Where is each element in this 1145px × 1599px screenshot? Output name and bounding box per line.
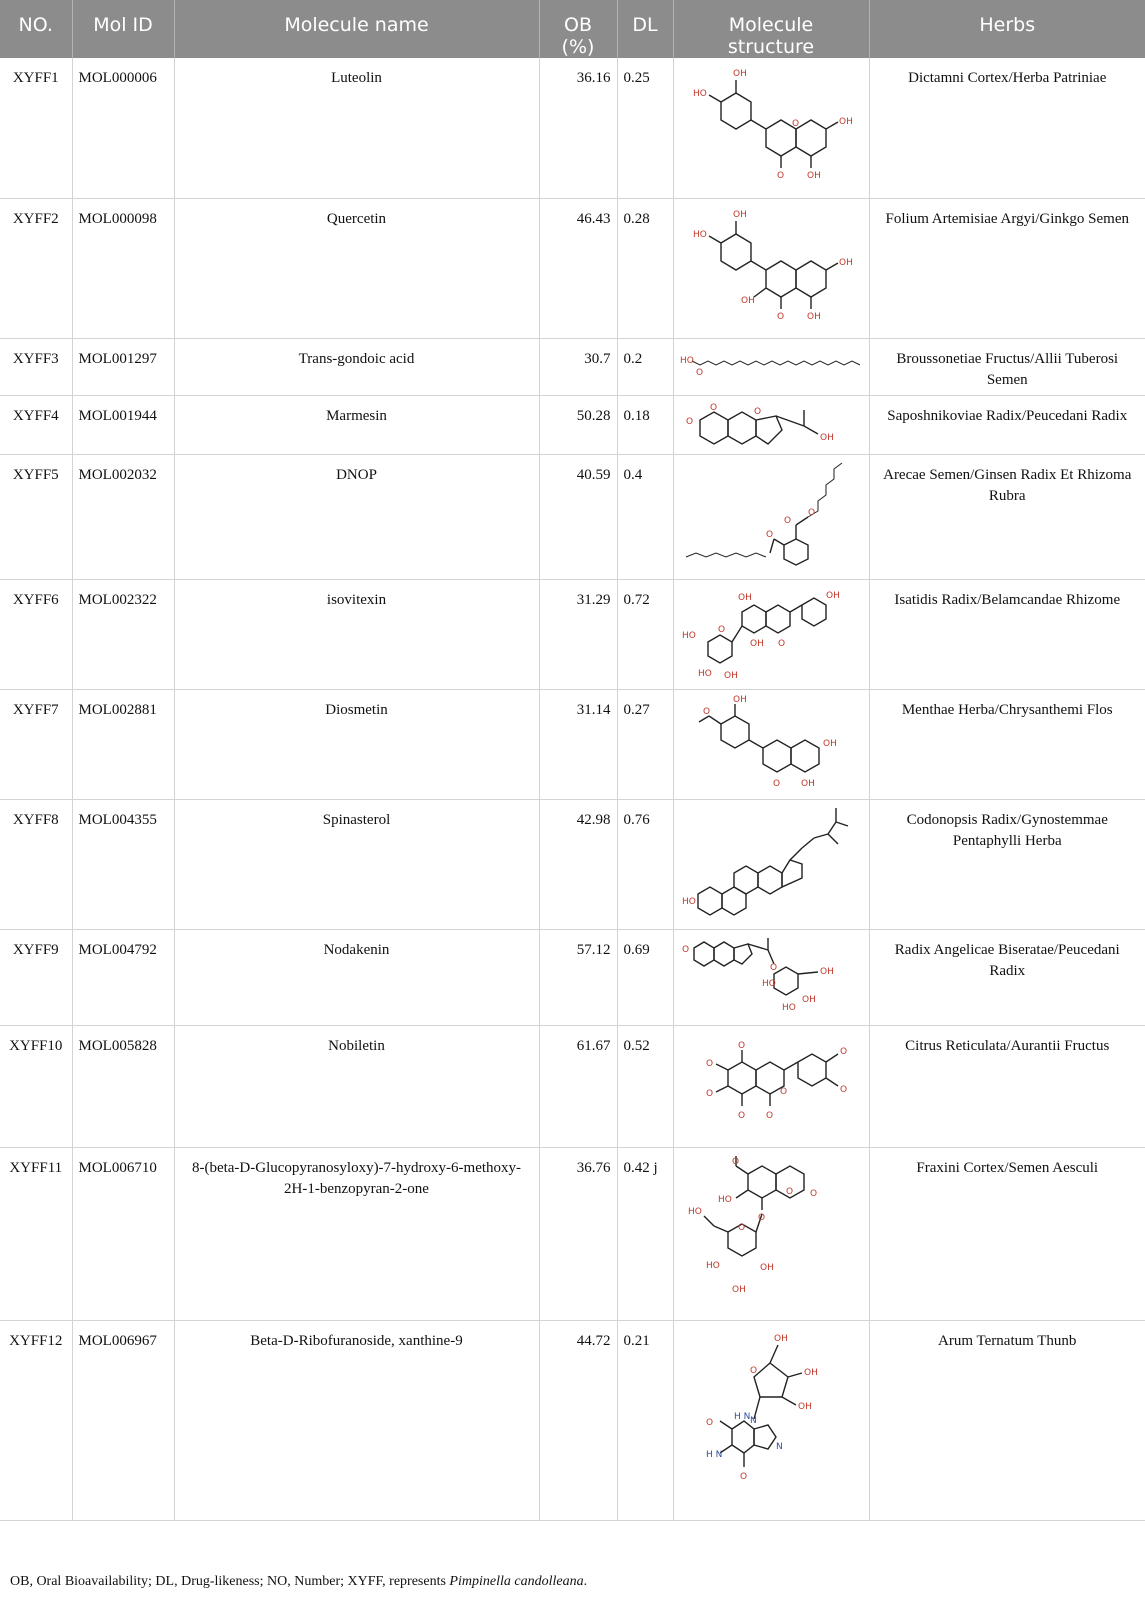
svg-text:HO: HO bbox=[693, 89, 707, 99]
dnop-structure bbox=[678, 459, 864, 575]
cell-mol-id: MOL006710 bbox=[72, 1147, 174, 1320]
svg-text:O: O bbox=[706, 1088, 714, 1099]
footnote-text: OB, Oral Bioavailability; DL, Drug-likeness; NO, Number; XYFF, represents bbox=[10, 1574, 450, 1589]
svg-text:HO: HO bbox=[718, 1194, 732, 1205]
svg-text:O: O bbox=[773, 778, 781, 789]
cell-ob: 61.67 bbox=[539, 1025, 617, 1147]
cell-no: XYFF1 bbox=[0, 58, 72, 198]
table-row bbox=[0, 58, 1145, 198]
cell-dl: 0.42 j bbox=[617, 1147, 673, 1320]
svg-text:O: O bbox=[777, 311, 785, 322]
isovitexin-structure bbox=[678, 584, 864, 684]
cell-structure bbox=[673, 395, 869, 454]
ribofuranoside-xanthine-structure bbox=[678, 1325, 864, 1515]
svg-text:OH: OH bbox=[738, 592, 752, 603]
svg-text:OH: OH bbox=[802, 994, 816, 1005]
cell-herbs: Fraxini Cortex/Semen Aesculi bbox=[869, 1147, 1145, 1320]
cell-structure bbox=[673, 929, 869, 1025]
svg-text:O: O bbox=[754, 406, 762, 417]
svg-text:HO: HO bbox=[688, 1206, 702, 1217]
cell-mol-id: MOL006967 bbox=[72, 1320, 174, 1520]
svg-text:O: O bbox=[740, 1471, 748, 1482]
table-footnote bbox=[10, 1574, 587, 1590]
svg-text:O: O bbox=[792, 119, 800, 129]
svg-text:O: O bbox=[706, 1058, 714, 1069]
svg-text:O: O bbox=[710, 402, 718, 413]
cell-structure bbox=[673, 579, 869, 689]
nobiletin-structure bbox=[678, 1030, 864, 1142]
cell-dl: 0.69 bbox=[617, 929, 673, 1025]
cell-ob: 31.14 bbox=[539, 689, 617, 799]
svg-text:H N: H N bbox=[706, 1449, 723, 1460]
cell-name: isovitexin bbox=[174, 579, 539, 689]
svg-text:O: O bbox=[696, 367, 704, 378]
cell-dl: 0.21 bbox=[617, 1320, 673, 1520]
svg-text:N: N bbox=[776, 1441, 783, 1452]
svg-text:OH: OH bbox=[804, 1367, 818, 1378]
cell-no: XYFF2 bbox=[0, 198, 72, 338]
svg-text:O: O bbox=[686, 416, 694, 427]
table-row bbox=[0, 1320, 1145, 1520]
cell-herbs: Citrus Reticulata/Aurantii Fructus bbox=[869, 1025, 1145, 1147]
cell-structure bbox=[673, 799, 869, 929]
cell-dl: 0.2 bbox=[617, 338, 673, 395]
footnote-species: Pimpinella candolleana bbox=[449, 1574, 584, 1589]
cell-structure bbox=[673, 58, 869, 198]
svg-text:O: O bbox=[766, 529, 774, 540]
header-structure-label: Molecule structure bbox=[727, 14, 815, 58]
cell-name: Nodakenin bbox=[174, 929, 539, 1025]
cell-dl: 0.28 bbox=[617, 198, 673, 338]
table-row bbox=[0, 1025, 1145, 1147]
svg-text:O: O bbox=[758, 1212, 766, 1223]
svg-text:O: O bbox=[784, 515, 792, 526]
cell-ob: 36.76 bbox=[539, 1147, 617, 1320]
header-herbs: Herbs bbox=[869, 0, 1145, 58]
cell-herbs: Codonopsis Radix/Gynostemmae Pentaphylli Herba bbox=[869, 799, 1145, 929]
cell-herbs: Isatidis Radix/Belamcandae Rhizome bbox=[869, 579, 1145, 689]
cell-dl: 0.4 bbox=[617, 454, 673, 579]
cell-dl: 0.76 bbox=[617, 799, 673, 929]
table-row bbox=[0, 198, 1145, 338]
cell-herbs: Saposhnikoviae Radix/Peucedani Radix bbox=[869, 395, 1145, 454]
header-dl: DL bbox=[617, 0, 673, 58]
header-ob-label: OB (%) bbox=[561, 14, 595, 58]
cell-no: XYFF9 bbox=[0, 929, 72, 1025]
cell-dl: 0.18 bbox=[617, 395, 673, 454]
table-row bbox=[0, 689, 1145, 799]
header-mol-id: Mol ID bbox=[72, 0, 174, 58]
cell-structure bbox=[673, 1147, 869, 1320]
cell-ob: 36.16 bbox=[539, 58, 617, 198]
svg-text:O: O bbox=[780, 1086, 788, 1097]
svg-text:OH: OH bbox=[807, 171, 821, 181]
svg-text:HO: HO bbox=[698, 668, 712, 679]
glucopyranosyloxy-coumarin-structure bbox=[678, 1152, 864, 1314]
svg-text:N: N bbox=[750, 1415, 757, 1426]
svg-text:HO: HO bbox=[693, 229, 707, 240]
svg-text:O: O bbox=[778, 638, 786, 649]
table-row bbox=[0, 454, 1145, 579]
svg-text:HO: HO bbox=[682, 896, 696, 907]
svg-text:HO: HO bbox=[680, 355, 694, 366]
cell-dl: 0.25 bbox=[617, 58, 673, 198]
svg-text:O: O bbox=[770, 962, 778, 973]
svg-text:HO: HO bbox=[706, 1260, 720, 1271]
cell-mol-id: MOL004792 bbox=[72, 929, 174, 1025]
cell-ob: 57.12 bbox=[539, 929, 617, 1025]
cell-mol-id: MOL001297 bbox=[72, 338, 174, 395]
svg-text:O: O bbox=[738, 1110, 746, 1121]
svg-text:OH: OH bbox=[774, 1333, 788, 1344]
cell-no: XYFF4 bbox=[0, 395, 72, 454]
svg-text:HO: HO bbox=[782, 1002, 796, 1013]
svg-text:H N: H N bbox=[734, 1411, 751, 1422]
cell-herbs: Arecae Semen/Ginsen Radix Et Rhizoma Rubra bbox=[869, 454, 1145, 579]
header-ob bbox=[539, 0, 617, 58]
svg-text:O: O bbox=[706, 1417, 714, 1428]
cell-name: DNOP bbox=[174, 454, 539, 579]
svg-text:OH: OH bbox=[826, 590, 840, 601]
svg-text:O: O bbox=[682, 944, 690, 955]
table-row bbox=[0, 1147, 1145, 1320]
table-row bbox=[0, 799, 1145, 929]
table-row bbox=[0, 579, 1145, 689]
cell-herbs: Broussonetiae Fructus/Allii Tuberosi Semen bbox=[869, 338, 1145, 395]
cell-no: XYFF12 bbox=[0, 1320, 72, 1520]
svg-text:OH: OH bbox=[733, 69, 747, 79]
svg-text:OH: OH bbox=[798, 1401, 812, 1412]
svg-text:OH: OH bbox=[823, 738, 837, 749]
gondoic-acid-structure bbox=[678, 343, 864, 379]
cell-name: 8-(beta-D-Glucopyranosyloxy)-7-hydroxy-6-methoxy-2H-1-benzopyran-2-one bbox=[174, 1147, 539, 1320]
cell-name: Beta-D-Ribofuranoside, xanthine-9 bbox=[174, 1320, 539, 1520]
svg-text:OH: OH bbox=[839, 117, 853, 127]
cell-herbs: Folium Artemisiae Argyi/Ginkgo Semen bbox=[869, 198, 1145, 338]
svg-text:OH: OH bbox=[820, 432, 834, 443]
quercetin-structure bbox=[681, 203, 861, 331]
cell-name: Marmesin bbox=[174, 395, 539, 454]
cell-structure bbox=[673, 198, 869, 338]
cell-name: Spinasterol bbox=[174, 799, 539, 929]
diosmetin-structure bbox=[681, 694, 861, 794]
cell-structure bbox=[673, 454, 869, 579]
cell-herbs: Menthae Herba/Chrysanthemi Flos bbox=[869, 689, 1145, 799]
nodakenin-structure bbox=[678, 934, 864, 1020]
cell-structure bbox=[673, 1320, 869, 1520]
svg-text:O: O bbox=[718, 624, 726, 635]
cell-herbs: Radix Angelicae Biseratae/Peucedani Radix bbox=[869, 929, 1145, 1025]
svg-text:O: O bbox=[808, 507, 816, 518]
cell-dl: 0.72 bbox=[617, 579, 673, 689]
table-row bbox=[0, 338, 1145, 395]
cell-ob: 42.98 bbox=[539, 799, 617, 929]
cell-ob: 31.29 bbox=[539, 579, 617, 689]
cell-structure bbox=[673, 338, 869, 395]
spinasterol-structure bbox=[678, 804, 864, 924]
svg-text:HO: HO bbox=[762, 978, 776, 989]
cell-structure bbox=[673, 689, 869, 799]
svg-text:OH: OH bbox=[801, 778, 815, 789]
cell-mol-id: MOL002322 bbox=[72, 579, 174, 689]
svg-text:OH: OH bbox=[733, 209, 747, 220]
cell-dl: 0.27 bbox=[617, 689, 673, 799]
footnote-end: . bbox=[583, 1574, 588, 1589]
svg-text:OH: OH bbox=[724, 670, 738, 681]
cell-mol-id: MOL004355 bbox=[72, 799, 174, 929]
cell-no: XYFF7 bbox=[0, 689, 72, 799]
cell-mol-id: MOL005828 bbox=[72, 1025, 174, 1147]
cell-mol-id: MOL002032 bbox=[72, 454, 174, 579]
svg-text:OH: OH bbox=[839, 257, 853, 268]
cell-name: Luteolin bbox=[174, 58, 539, 198]
cell-name: Trans-gondoic acid bbox=[174, 338, 539, 395]
cell-ob: 46.43 bbox=[539, 198, 617, 338]
cell-mol-id: MOL001944 bbox=[72, 395, 174, 454]
svg-text:O: O bbox=[738, 1040, 746, 1051]
cell-dl: 0.52 bbox=[617, 1025, 673, 1147]
cell-mol-id: MOL002881 bbox=[72, 689, 174, 799]
svg-text:OH: OH bbox=[741, 295, 755, 306]
svg-text:OH: OH bbox=[733, 694, 747, 705]
cell-name: Diosmetin bbox=[174, 689, 539, 799]
svg-text:OH: OH bbox=[820, 966, 834, 977]
cell-no: XYFF3 bbox=[0, 338, 72, 395]
svg-text:O: O bbox=[703, 706, 711, 717]
svg-text:O: O bbox=[738, 1222, 746, 1233]
svg-text:O: O bbox=[732, 1156, 740, 1167]
cell-no: XYFF11 bbox=[0, 1147, 72, 1320]
svg-text:HO: HO bbox=[682, 630, 696, 641]
cell-mol-id: MOL000098 bbox=[72, 198, 174, 338]
svg-text:OH: OH bbox=[807, 311, 821, 322]
header-molecule-structure bbox=[673, 0, 869, 58]
svg-text:O: O bbox=[750, 1365, 758, 1376]
svg-text:O: O bbox=[840, 1084, 848, 1095]
cell-ob: 44.72 bbox=[539, 1320, 617, 1520]
cell-ob: 40.59 bbox=[539, 454, 617, 579]
cell-no: XYFF5 bbox=[0, 454, 72, 579]
header-molecule-name: Molecule name bbox=[174, 0, 539, 58]
luteolin-structure bbox=[681, 62, 861, 190]
marmesin-structure bbox=[678, 400, 864, 452]
cell-name: Quercetin bbox=[174, 198, 539, 338]
svg-text:O: O bbox=[786, 1186, 794, 1197]
svg-text:O: O bbox=[810, 1188, 818, 1199]
svg-text:O: O bbox=[777, 171, 785, 181]
svg-text:OH: OH bbox=[750, 638, 764, 649]
table-row bbox=[0, 395, 1145, 454]
cell-ob: 30.7 bbox=[539, 338, 617, 395]
svg-text:O: O bbox=[766, 1110, 774, 1121]
svg-text:OH: OH bbox=[760, 1262, 774, 1273]
cell-no: XYFF8 bbox=[0, 799, 72, 929]
header-row bbox=[0, 0, 1145, 58]
cell-ob: 50.28 bbox=[539, 395, 617, 454]
cell-herbs: Dictamni Cortex/Herba Patriniae bbox=[869, 58, 1145, 198]
cell-herbs: Arum Ternatum Thunb bbox=[869, 1320, 1145, 1520]
cell-name: Nobiletin bbox=[174, 1025, 539, 1147]
header-no: NO. bbox=[0, 0, 72, 58]
svg-text:O: O bbox=[840, 1046, 848, 1057]
cell-no: XYFF6 bbox=[0, 579, 72, 689]
svg-text:OH: OH bbox=[732, 1284, 746, 1295]
cell-mol-id: MOL000006 bbox=[72, 58, 174, 198]
cell-no: XYFF10 bbox=[0, 1025, 72, 1147]
cell-structure bbox=[673, 1025, 869, 1147]
table-row bbox=[0, 929, 1145, 1025]
